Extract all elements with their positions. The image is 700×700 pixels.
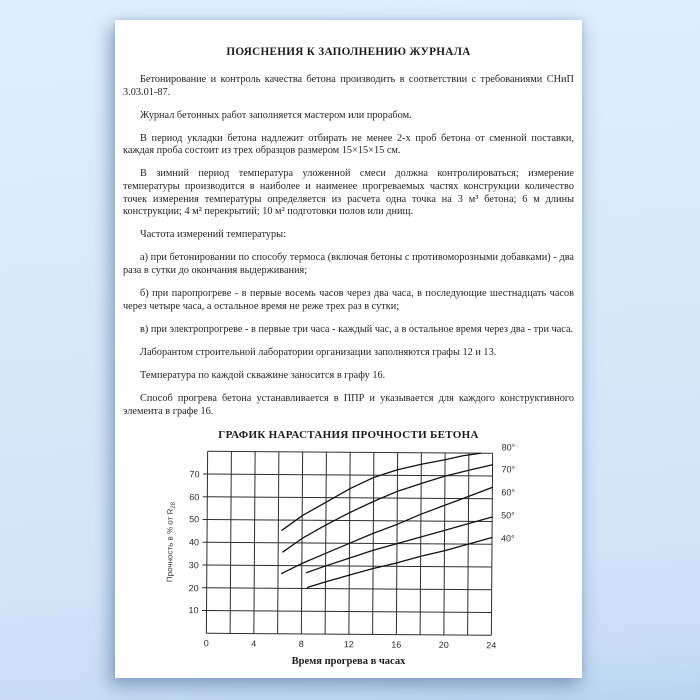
paragraph-journal: Журнал бетонных работ заполняется мастером или прорабом. [140, 109, 412, 121]
curve-temp-label: 60° [501, 487, 516, 498]
x-axis-title: Время прогрева в часах [291, 655, 406, 667]
paragraph-snip: Бетонирование и контроль качества бетона производить в соответствии с требованиями СНиП 3.03.01-87. [123, 74, 574, 98]
paragraph-item-v: в) при электропрогреве - в первые три часа - каждый час, а в остальное время через два - три часа. [140, 323, 574, 335]
x-tick-label: 8 [298, 638, 304, 649]
paragraph-frequency: Частота измерений температуры: [140, 229, 286, 241]
paragraph-item-a: а) при бетонировании по способу термоса (включая бетоны с противоморозными добавками) - два раза в сутки до окончания выдерживания; [123, 252, 574, 277]
paragraph-ppr: Способ прогрева бетона устанавливается в ППР и указывается для каждого конструктивного элемента в графе 16. [123, 393, 574, 417]
document-title: ПОЯСНЕНИЯ К ЗАПОЛНЕНИЮ ЖУРНАЛА [226, 46, 471, 58]
paragraph-item-b: б) при паропрогреве - в первые восемь часов через два часа, в последующие шестнадцать часов через четыре часа, а остальное время не реже трех раз в сутки; [123, 288, 574, 312]
y-tick-label: 40 [188, 536, 200, 548]
y-tick-label: 10 [188, 605, 199, 616]
document-page [115, 20, 582, 678]
y-tick-label: 50 [189, 514, 200, 525]
chart-title: ГРАФИК НАРАСТАНИЯ ПРОЧНОСТИ БЕТОНА [218, 428, 479, 441]
curve-temp-label: 70° [501, 464, 516, 475]
paragraph-temp-well: Температура по каждой скважине заносится в графу 16. [140, 370, 386, 381]
paragraph-samples: В период укладки бетона надлежит отбирать не менее 2-х проб бетона от сменной поставки, каждая проба состоит из трех образцов размером 15×15×15 см. [123, 132, 574, 157]
y-tick-label: 20 [188, 582, 199, 593]
y-tick-label: 30 [188, 559, 199, 570]
y-axis-title-subscript: 28 [170, 501, 177, 509]
strength-growth-chart [123, 429, 574, 675]
curve-temp-label: 80° [501, 442, 516, 453]
plot-svg [206, 451, 492, 635]
y-tick-label: 60 [189, 491, 200, 502]
x-tick-label: 0 [203, 638, 209, 649]
x-tick-label: 24 [486, 640, 497, 651]
x-tick-label: 12 [343, 639, 354, 650]
x-tick-label: 4 [251, 638, 257, 649]
paragraph-lab: Лаборантом строительной лаборатории организации заполняются графы 12 и 13. [140, 346, 497, 358]
curve-temp-label: 50° [501, 510, 515, 521]
plot-zone [122, 429, 575, 657]
y-axis-title [165, 502, 177, 582]
curve-temp-label: 40° [500, 533, 515, 544]
x-tick-label: 16 [391, 639, 402, 650]
y-axis-title-text: Прочность в % от R [165, 508, 175, 582]
y-tick-label: 70 [189, 468, 200, 479]
paragraph-winter: В зимний период температура уложенной смеси должна контролироваться; измерение температуры производится в наиболее и наименее прогреваемых частях конструкции количество точек измерения температуры определяется из расчета одна точка на 3 м³ бетона; 6 м длины конструкции; 4 м² перекрытий; 10 м² подготовки полов или днищ. [123, 168, 574, 218]
x-tick-label: 20 [438, 639, 449, 650]
